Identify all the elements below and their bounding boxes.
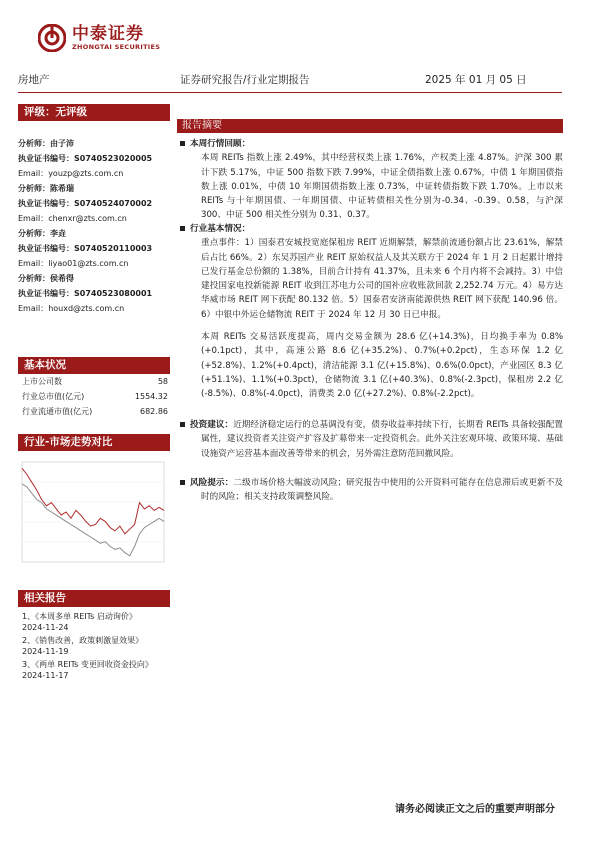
section-body-2: 本周 REITs 交易活跃度提高，周内交易金额为 28.6 亿(+14.3%)，日均换手率为 0.8%(+0.1pct)，其中，高速公路 8.6 亿(+35.2%)、0.7%(+0.2pct)，生态环保 1.2 亿(+52.8%)、1.2%(+0.4pct)，清洁能源 3.1 亿(+15.8%)、0.6%(0.0pct)，产业园区 8.3 亿(+51.1%)、1.1%(+0.3pct)，仓储物流 3.1 亿(+40.3%)、0.8%(-2.3pct)，保租房 2.2 亿(-8.5%)、0.8%(-4.0pct)，消费类 2.0 亿(+27.2%)、0.8%(-2.2pct)。: [201, 332, 563, 400]
section-body: 投资建议：近期经济稳定运行的总基调没有变，债券收益率持续下行，长期看 REITs 具备较强配置属性，建议投资者关注资产扩容及扩募带来一定投资机会。此外关注宏观环境、政策环境、基础设施资产运营基本面改善等带来的机会，另外需注意防范回撤风险。: [190, 420, 563, 459]
analyst-cert: 执业证书编号：S0740523020005: [18, 154, 153, 163]
chart-series-line-1: [22, 484, 164, 556]
basic-info-title: 基本状况: [18, 357, 170, 374]
header-divider: [18, 92, 562, 93]
brand-cn: 中泰证券: [72, 24, 144, 44]
trend-title: 行业-市场走势对比: [18, 434, 170, 451]
section-investment-advice: [177, 418, 563, 461]
summary-section: [177, 119, 563, 133]
bullet-icon: [180, 141, 185, 146]
rating-label: 评级：无评级: [18, 104, 170, 121]
analyst-name: 分析师：李垚: [18, 229, 66, 238]
related-item[interactable]: 3、《两单 REITs 变更回收资金投向》 2024-11-17: [22, 660, 153, 680]
report-date: 2025 年 01 月 05 日: [425, 74, 527, 86]
basic-row: 行业总市值(亿元) 1554.32: [22, 392, 168, 401]
section-industry-basics: [177, 222, 563, 402]
analyst-list: [18, 136, 170, 316]
section-market-review: [177, 137, 563, 223]
brand-logo: [38, 24, 160, 52]
analyst-name: 分析师：陈希瑞: [18, 184, 74, 193]
zhongtai-logo-icon: [38, 24, 66, 52]
basic-row: 上市公司数 58: [22, 377, 168, 386]
analyst-cert: 执业证书编号：S0740524070002: [18, 199, 153, 208]
related-title: 相关报告: [18, 590, 170, 607]
brand-en: ZHONGTAI SECURITIES: [72, 43, 161, 51]
bullet-icon: [180, 226, 185, 231]
section-heading: 本周行情回顾：: [190, 139, 251, 149]
analyst-cert: 执业证书编号：S0740523080001: [18, 289, 153, 298]
analyst-email[interactable]: Email：chenxr@zts.com.cn: [18, 214, 127, 223]
chart-series-line-0: [22, 468, 164, 534]
related-item[interactable]: 1、《本周多单 REITs 启动询价》 2024-11-24: [22, 612, 137, 632]
related-item[interactable]: 2、《销售改善，政策刺激显效果》 2024-11-19: [22, 636, 144, 656]
bullet-icon: [180, 480, 185, 485]
analyst-name: 分析师：侯希得: [18, 274, 74, 283]
section-body: 风险提示：二级市场价格大幅波动风险；研究报告中使用的公开资料可能存在信息滞后或更新不及时的风险；相关支持政策调整风险。: [190, 478, 563, 503]
section-body: 本周 REITs 指数上涨 2.49%，其中经营权类上涨 1.76%，产权类上涨 4.87%。沪深 300 累计下跌 5.17%，中证 500 指数下跌 7.99%，中证全债指数上涨 0.67%，中债 1 年期国债指数上涨 0.01%，中债 10 年期国债指数上涨 0.73%，中证转债指数下跌 1.70%。上市以来 REITs 与十年期国债、一年期国债、中证转债相关性分别为-0.34、-0.39、0.58，与沪深 300、中证 500 相关性分别为 0.31、0.37。: [201, 153, 563, 221]
section-risk: [177, 476, 563, 505]
summary-title: 报告摘要: [177, 119, 563, 133]
basic-info-box: [18, 357, 170, 419]
trend-box: [18, 434, 170, 451]
bullet-icon: [180, 422, 185, 427]
trend-chart: [18, 454, 170, 574]
chart-frame: [22, 462, 164, 562]
analyst-email[interactable]: Email：liyao01@zts.com.cn: [18, 259, 129, 268]
footer-disclaimer: 请务必阅读正文之后的重要声明部分: [395, 804, 555, 815]
rating-box: [18, 104, 170, 121]
report-type: 证券研究报告/行业定期报告: [180, 74, 310, 86]
section-body: 重点事件：1）国泰君安城投宽庭保租房 REIT 近期解禁，解禁前流通份额占比 23.61%，解禁后占比 66%。2）东吴苏园产业 REIT 原始权益人及其关联方于 2024 年 1 月 2 日起累计增持已发行基金总份额的 1.38%，目前合计持有 41.37%，且未来 6 个月内将不会减持。3）中信建投国家电投新能源 REIT 收到江苏电力公司的国补应收账款回款 2,252.74 万元。4）易方达华威市场 REIT 网下获配 80.132 倍。5）国泰君安济南能源供热 REIT 网下获配 140.96 倍。6）中银中外运仓储物流 REIT 于 2024 年 12 月 30 日已申报。: [201, 238, 563, 320]
analyst-name: 分析师：由子沛: [18, 139, 74, 148]
section-heading: 行业基本情况：: [190, 224, 251, 234]
analyst-cert: 执业证书编号：S0740520110003: [18, 244, 153, 253]
basic-row: 行业流通市值(亿元) 682.86: [22, 407, 168, 416]
industry-label: 房地产: [18, 74, 50, 86]
related-reports: [18, 590, 170, 683]
analyst-email[interactable]: Email：youzp@zts.com.cn: [18, 169, 124, 178]
analyst-email[interactable]: Email：houxd@zts.com.cn: [18, 304, 125, 313]
